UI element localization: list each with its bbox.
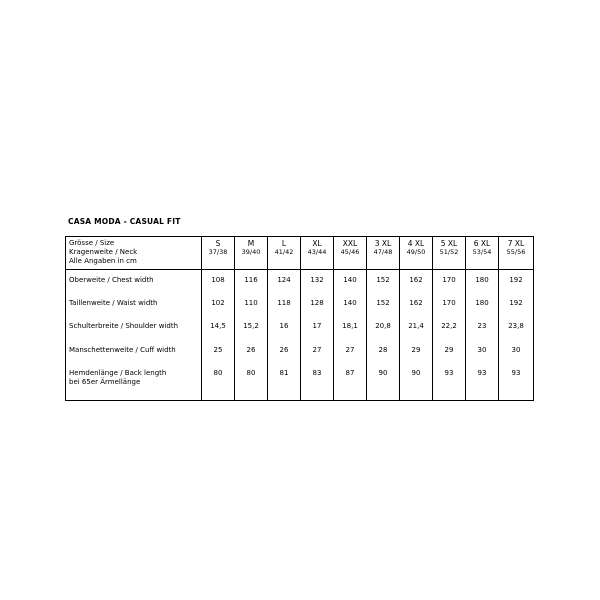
table-cell: 152: [367, 293, 400, 316]
size-label: L: [281, 239, 287, 248]
table-cell: 128: [301, 293, 334, 316]
neck-size: 37/38: [208, 248, 228, 256]
table-cell: 87: [334, 363, 367, 401]
table-cell: 180: [466, 293, 499, 316]
row-label: [66, 363, 202, 401]
size-label: XL: [312, 239, 322, 248]
table-cell: 80: [235, 363, 268, 401]
table-cell: 29: [433, 340, 466, 363]
row-label: [66, 340, 202, 363]
table-cell: 140: [334, 270, 367, 294]
table-cell: 27: [334, 340, 367, 363]
table-cell: 15,2: [235, 316, 268, 339]
size-header-cell: [499, 237, 534, 270]
table-row: [66, 316, 534, 339]
neck-size: 55/56: [506, 248, 526, 256]
table-cell: 26: [235, 340, 268, 363]
row-label: [66, 316, 202, 339]
table-cell: 90: [367, 363, 400, 401]
size-label: 7 XL: [507, 239, 525, 248]
table-cell: 27: [301, 340, 334, 363]
table-cell: 93: [466, 363, 499, 401]
table-cell: 170: [433, 270, 466, 294]
row-label-line: bei 65er Ärmellänge: [69, 377, 141, 386]
table-cell: 192: [499, 270, 534, 294]
table-cell: 28: [367, 340, 400, 363]
size-header-cell: [235, 237, 268, 270]
size-header-cell: [466, 237, 499, 270]
row-label-line: Manschettenweite / Cuff width: [69, 345, 176, 354]
table-cell: 23: [466, 316, 499, 339]
table-cell: 110: [235, 293, 268, 316]
neck-size: 39/40: [241, 248, 261, 256]
row-label: [66, 270, 202, 294]
neck-size: 47/48: [373, 248, 393, 256]
header-label-cell: [66, 237, 202, 270]
size-header-cell: [301, 237, 334, 270]
table-cell: 30: [466, 340, 499, 363]
table-cell: 20,8: [367, 316, 400, 339]
table-cell: 26: [268, 340, 301, 363]
size-label: XXL: [342, 239, 358, 248]
row-label-line: Oberweite / Chest width: [69, 276, 154, 284]
table-cell: 90: [400, 363, 433, 401]
header-label-line: Alle Angaben in cm: [69, 257, 137, 265]
neck-size: 49/50: [406, 248, 426, 256]
table-cell: 80: [202, 363, 235, 401]
table-title: CASA MODA - CASUAL FIT: [68, 217, 181, 226]
neck-size: 51/52: [439, 248, 459, 256]
size-label: 3 XL: [374, 239, 392, 248]
header-row: [66, 237, 534, 270]
table-cell: 29: [400, 340, 433, 363]
neck-size: 41/42: [274, 248, 294, 256]
table-cell: 25: [202, 340, 235, 363]
size-header-cell: [202, 237, 235, 270]
table-cell: 14,5: [202, 316, 235, 339]
table-row: [66, 270, 534, 294]
table-cell: 152: [367, 270, 400, 294]
neck-size: 53/54: [472, 248, 492, 256]
table-cell: 124: [268, 270, 301, 294]
row-label: [66, 293, 202, 316]
table-cell: 192: [499, 293, 534, 316]
row-label-line: Schulterbreite / Shoulder width: [69, 322, 179, 331]
header-label-line: Grösse / Size: [69, 239, 115, 247]
size-header-cell: [400, 237, 433, 270]
size-header-cell: [334, 237, 367, 270]
table-cell: 17: [301, 316, 334, 339]
table-cell: 116: [235, 270, 268, 294]
table-cell: 23,8: [499, 316, 534, 339]
size-label: 5 XL: [440, 239, 458, 248]
row-label-line: Hemdenlänge / Back length: [69, 368, 167, 377]
table-cell: 108: [202, 270, 235, 294]
table-cell: 93: [433, 363, 466, 401]
table-cell: 18,1: [334, 316, 367, 339]
table-cell: 102: [202, 293, 235, 316]
size-header-cell: [268, 237, 301, 270]
header-label-line: Kragenweite / Neck: [69, 248, 138, 256]
table-cell: 140: [334, 293, 367, 316]
table-cell: 21,4: [400, 316, 433, 339]
size-header-cell: [433, 237, 466, 270]
table-cell: 132: [301, 270, 334, 294]
table-cell: 118: [268, 293, 301, 316]
size-label: M: [247, 239, 255, 248]
table-cell: 93: [499, 363, 534, 401]
table-cell: 22,2: [433, 316, 466, 339]
size-label: S: [215, 239, 221, 248]
table-row: [66, 293, 534, 316]
neck-size: 43/44: [307, 248, 327, 256]
table-cell: 162: [400, 293, 433, 316]
size-chart-table: [65, 236, 534, 401]
size-label: 4 XL: [407, 239, 425, 248]
table-cell: 81: [268, 363, 301, 401]
table-cell: 162: [400, 270, 433, 294]
table-cell: 170: [433, 293, 466, 316]
table-cell: 180: [466, 270, 499, 294]
table-cell: 16: [268, 316, 301, 339]
table-row: [66, 363, 534, 401]
row-label-line: Taillenweite / Waist width: [69, 299, 158, 308]
neck-size: 45/46: [340, 248, 360, 256]
table-row: [66, 340, 534, 363]
size-header-cell: [367, 237, 400, 270]
table-cell: 30: [499, 340, 534, 363]
size-label: 6 XL: [473, 239, 491, 248]
table-cell: 83: [301, 363, 334, 401]
